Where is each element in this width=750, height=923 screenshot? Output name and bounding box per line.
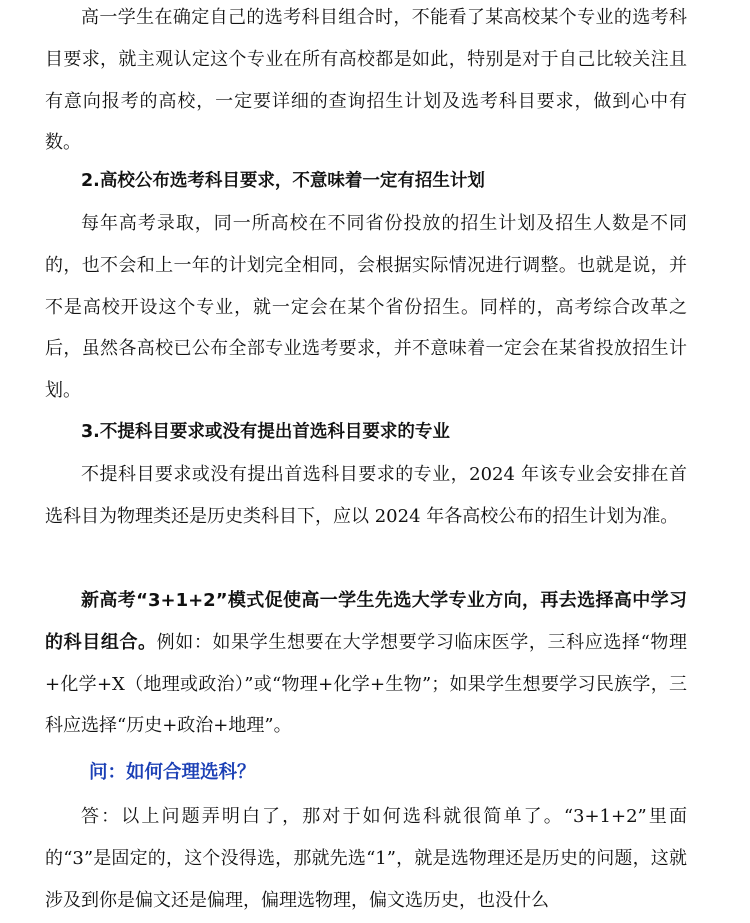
paragraph-no-subject-requirement: 不提科目要求或没有提出首选科目要求的专业，2024 年该专业会安排在首选科目为物理类还是历史类科目下，应以 2024 年各高校公布的招生计划为准。 bbox=[45, 464, 687, 527]
paragraph-enrollment-plans: 每年高考录取，同一所高校在不同省份投放的招生计划及招生人数是不同的，也不会和上一年的计划完全相同，会根据实际情况进行调整。也就是说，并不是高校开设这个专业，就一定会在某个省份招生。同样的，高考综合改革之后，虽然各高校已公布全部专业选考要求，并不意味着一定会在某省投放招生计划。 bbox=[45, 213, 687, 402]
question-heading: 问：如何合理选科？ bbox=[89, 762, 256, 783]
paragraph-new-gaokao-mode-text: 例如：如果学生想要在大学想要学习临床医学，三科应选择“物理+化学+X（地理或政治）”或“物理+化学+生物”；如果学生想要学习民族学，三科应选择“历史+政治+地理”。 bbox=[45, 631, 687, 737]
paragraph-subject-combination-advice: 高一学生在确定自己的选考科目组合时，不能看了某高校某个专业的选考科目要求，就主观认定这个专业在所有高校都是如此，特别是对于自己比较关注且有意向报考的高校，一定要详细的查询招生计划及选考科目要求，做到心中有数。 bbox=[45, 7, 687, 154]
paragraph-answer: 答：以上问题弄明白了，那对于如何选科就很简单了。“3+1+2”里面的“3”是固定的，这个没得选，那就先选“1”，就是选物理还是历史的问题，这就涉及到你是偏文还是偏理，偏理选物理，偏文选历史，也没什么 bbox=[45, 806, 687, 911]
paragraph-new-gaokao-mode bbox=[45, 580, 687, 747]
section-heading-2: 2.高校公布选考科目要求，不意味着一定有招生计划 bbox=[81, 171, 485, 191]
paragraph-new-gaokao-mode-bold: 新高考“3+1+2”模式促使高一学生先选大学专业方向，再去选择高中学习的科目组合。 bbox=[45, 590, 687, 653]
section-heading-3: 3.不提科目要求或没有提出首选科目要求的专业 bbox=[81, 422, 450, 442]
